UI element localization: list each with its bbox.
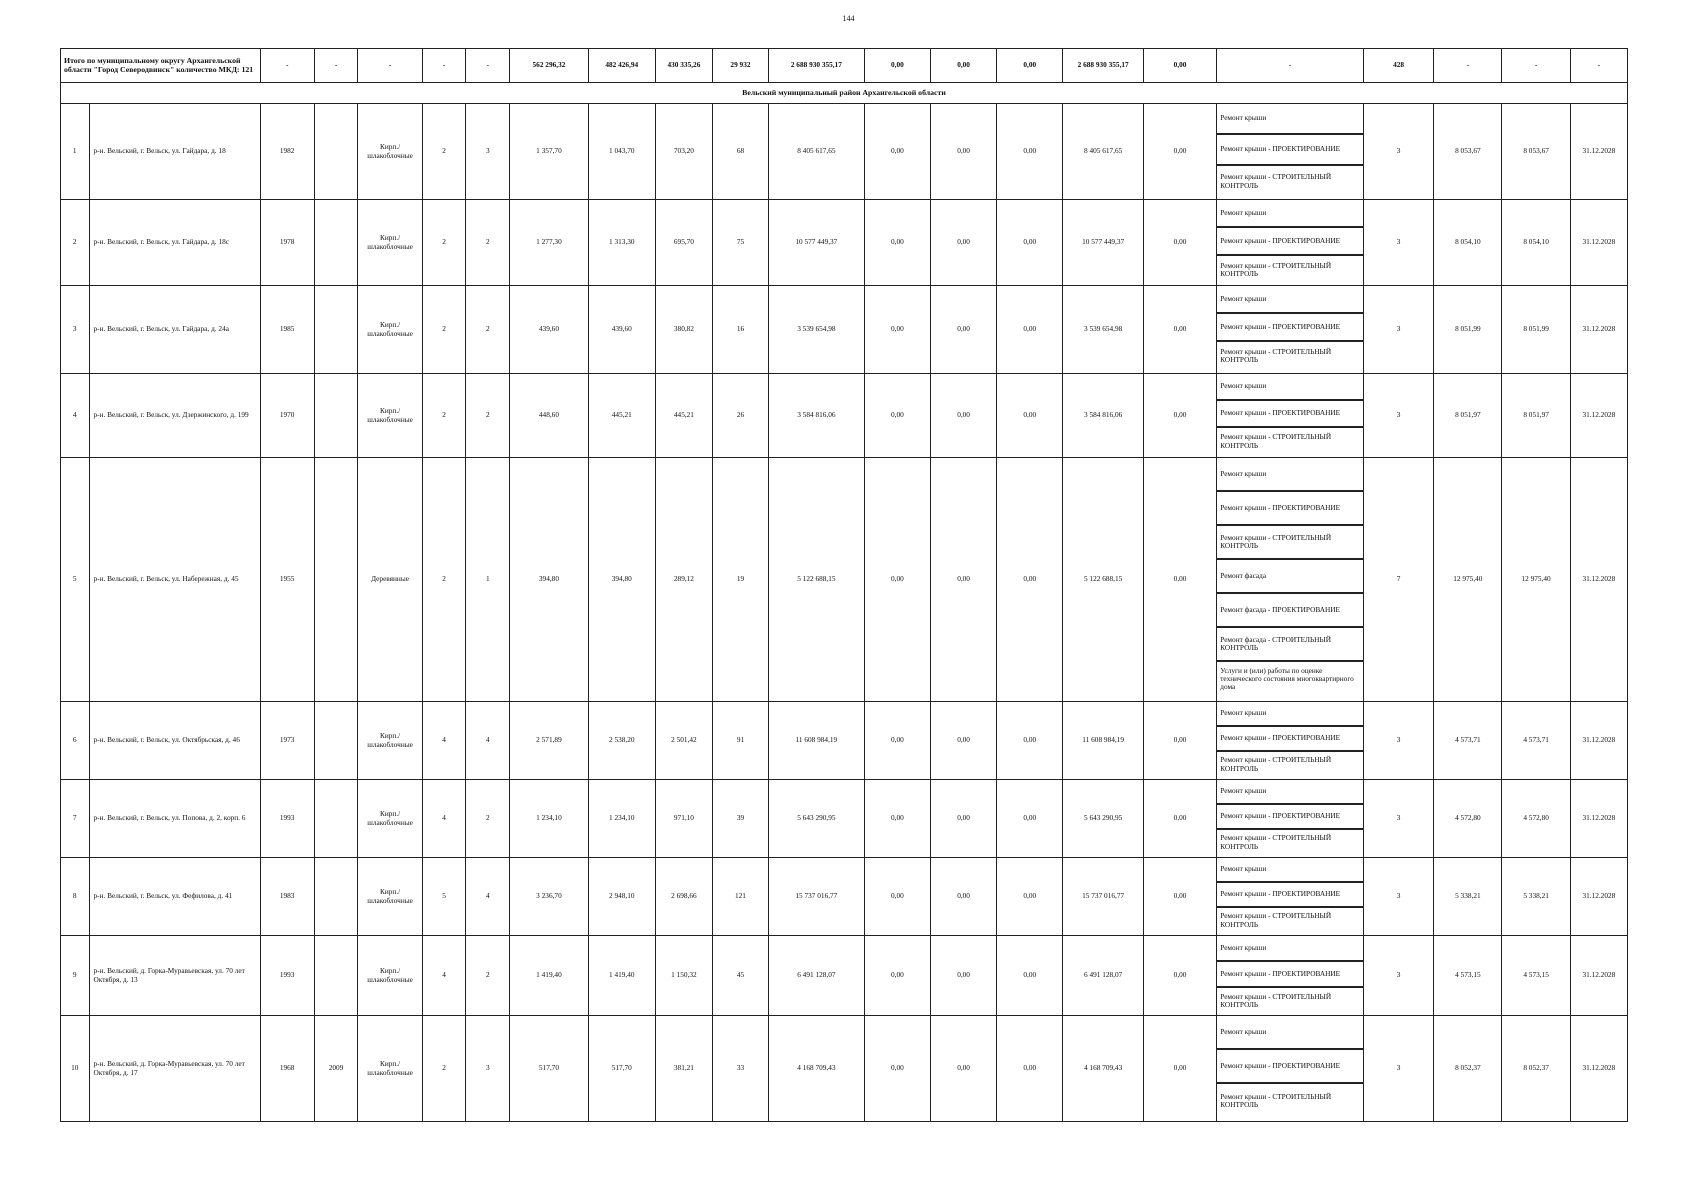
work-item: Ремонт крыши - СТРОИТЕЛЬНЫЙ КОНТРОЛЬ — [1220, 172, 1332, 190]
work-item: Ремонт крыши - ПРОЕКТИРОВАНИЕ — [1217, 1050, 1363, 1084]
work-item: Ремонт крыши — [1217, 286, 1363, 314]
total-cell: - — [1570, 49, 1627, 83]
work-item: Ремонт крыши - ПРОЕКТИРОВАНИЕ — [1217, 492, 1363, 526]
entrances: 2 — [466, 200, 510, 286]
living-area: 439,60 — [588, 286, 655, 374]
work-item: Ремонт крыши — [1217, 200, 1363, 228]
table-row — [61, 1016, 1628, 1122]
fund-federal: 0,00 — [864, 780, 930, 858]
fund-municipal: 0,00 — [997, 702, 1063, 780]
residents: 26 — [712, 374, 768, 458]
living-area: 2 538,20 — [588, 702, 655, 780]
residents: 16 — [712, 286, 768, 374]
work-item: Ремонт крыши - СТРОИТЕЛЬНЫЙ КОНТРОЛЬ — [1220, 1091, 1332, 1109]
residents: 91 — [712, 702, 768, 780]
address: р-н. Вельский, г. Вельск, ул. Гайдара, д. 18с — [89, 200, 260, 286]
fund-owners: 5 643 290,95 — [1063, 780, 1143, 858]
total-area: 2 571,89 — [510, 702, 588, 780]
max-unit-cost: 4 573,71 — [1502, 702, 1570, 780]
year-reconstruction — [314, 858, 358, 936]
work-item: Ремонт крыши - ПРОЕКТИРОВАНИЕ — [1217, 228, 1363, 256]
work-item: Ремонт крыши - ПРОЕКТИРОВАНИЕ — [1217, 962, 1363, 988]
table-row — [61, 936, 1628, 1016]
row-number: 3 — [61, 286, 90, 374]
work-item: Ремонт крыши - СТРОИТЕЛЬНЫЙ КОНТРОЛЬ — [1217, 526, 1363, 560]
living-area: 1 313,30 — [588, 200, 655, 286]
entrances: 2 — [466, 780, 510, 858]
total-cell: - — [358, 49, 422, 83]
entrances: 3 — [466, 104, 510, 200]
year-reconstruction: 2009 — [314, 1016, 358, 1122]
address: р-н. Вельский, г. Вельск, ул. Попова, д. 2, корп. 6 — [89, 780, 260, 858]
completion-date: 31.12.2028 — [1570, 200, 1627, 286]
works-count: 3 — [1363, 1016, 1433, 1122]
year-reconstruction — [314, 286, 358, 374]
total-cell: - — [1502, 49, 1570, 83]
total-cell: 430 335,26 — [655, 49, 712, 83]
entrances: 2 — [466, 936, 510, 1016]
entrances: 2 — [466, 286, 510, 374]
completion-date: 31.12.2028 — [1570, 458, 1627, 702]
fund-federal: 0,00 — [864, 200, 930, 286]
address: р-н. Вельский, д. Горка-Муравьевская, ул. 70 лет Октября, д. 13 — [89, 936, 260, 1016]
year-built: 1970 — [260, 374, 314, 458]
section-row — [61, 83, 1628, 104]
living-area: 517,70 — [588, 1016, 655, 1122]
work-item: Ремонт крыши - СТРОИТЕЛЬНЫЙ КОНТРОЛЬ — [1220, 833, 1332, 851]
year-built: 1993 — [260, 936, 314, 1016]
total-label: Итого по муниципальному округу Архангельской области "Город Северодвинск" количество МКД: 121 — [61, 49, 261, 83]
residential-area: 2 501,42 — [655, 702, 712, 780]
fund-other: 0,00 — [1143, 104, 1216, 200]
floors: 4 — [422, 780, 466, 858]
total-cell: - — [422, 49, 466, 83]
total-cost: 11 608 984,19 — [768, 702, 864, 780]
fund-federal: 0,00 — [864, 1016, 930, 1122]
year-reconstruction — [314, 936, 358, 1016]
floors: 5 — [422, 858, 466, 936]
wall-material: Кирп./ шлакоблочные — [358, 702, 422, 780]
living-area: 394,80 — [588, 458, 655, 702]
works-count: 3 — [1363, 200, 1433, 286]
fund-other: 0,00 — [1143, 858, 1216, 936]
fund-regional: 0,00 — [930, 374, 996, 458]
work-item: Ремонт крыши - СТРОИТЕЛЬНЫЙ КОНТРОЛЬ — [1220, 346, 1332, 364]
total-area: 448,60 — [510, 374, 588, 458]
works-list — [1217, 936, 1364, 1016]
wall-material: Кирп./ шлакоблочные — [358, 200, 422, 286]
total-area: 1 357,70 — [510, 104, 588, 200]
year-reconstruction — [314, 458, 358, 702]
unit-cost: 8 051,97 — [1434, 374, 1502, 458]
fund-federal: 0,00 — [864, 702, 930, 780]
unit-cost: 5 338,21 — [1434, 858, 1502, 936]
fund-owners: 10 577 449,37 — [1063, 200, 1143, 286]
unit-cost: 8 052,37 — [1434, 1016, 1502, 1122]
residents: 19 — [712, 458, 768, 702]
wall-material: Кирп./ шлакоблочные — [358, 1016, 422, 1122]
total-cell: - — [260, 49, 314, 83]
total-cell: 2 688 930 355,17 — [1063, 49, 1143, 83]
residential-area: 695,70 — [655, 200, 712, 286]
works-count: 3 — [1363, 936, 1433, 1016]
works-list — [1217, 458, 1364, 702]
fund-federal: 0,00 — [864, 374, 930, 458]
completion-date: 31.12.2028 — [1570, 780, 1627, 858]
living-area: 1 043,70 — [588, 104, 655, 200]
year-built: 1982 — [260, 104, 314, 200]
fund-federal: 0,00 — [864, 458, 930, 702]
fund-municipal: 0,00 — [997, 458, 1063, 702]
unit-cost: 8 053,67 — [1434, 104, 1502, 200]
work-item: Ремонт крыши — [1217, 858, 1363, 883]
completion-date: 31.12.2028 — [1570, 286, 1627, 374]
fund-owners: 3 539 654,98 — [1063, 286, 1143, 374]
residents: 75 — [712, 200, 768, 286]
fund-municipal: 0,00 — [997, 200, 1063, 286]
page-number: 144 — [842, 14, 855, 23]
entrances: 3 — [466, 1016, 510, 1122]
works-list — [1217, 104, 1364, 200]
work-item: Ремонт крыши — [1217, 104, 1363, 135]
works-count: 3 — [1363, 702, 1433, 780]
fund-owners: 6 491 128,07 — [1063, 936, 1143, 1016]
living-area: 2 948,10 — [588, 858, 655, 936]
unit-cost: 12 975,40 — [1434, 458, 1502, 702]
total-row — [61, 49, 1628, 83]
work-item: Ремонт крыши - ПРОЕКТИРОВАНИЕ — [1217, 401, 1363, 428]
year-reconstruction — [314, 200, 358, 286]
row-number: 9 — [61, 936, 90, 1016]
completion-date: 31.12.2028 — [1570, 374, 1627, 458]
fund-municipal: 0,00 — [997, 286, 1063, 374]
floors: 2 — [422, 374, 466, 458]
table-row — [61, 780, 1628, 858]
work-item: Ремонт фасада - ПРОЕКТИРОВАНИЕ — [1217, 594, 1363, 628]
total-cost: 4 168 709,43 — [768, 1016, 864, 1122]
fund-federal: 0,00 — [864, 104, 930, 200]
table-row — [61, 104, 1628, 200]
wall-material: Кирп./ шлакоблочные — [358, 374, 422, 458]
floors: 4 — [422, 936, 466, 1016]
works-count: 3 — [1363, 858, 1433, 936]
unit-cost: 4 573,15 — [1434, 936, 1502, 1016]
total-cell: 0,00 — [997, 49, 1063, 83]
fund-owners: 11 608 984,19 — [1063, 702, 1143, 780]
fund-regional: 0,00 — [930, 780, 996, 858]
row-number: 6 — [61, 702, 90, 780]
work-item: Ремонт крыши - ПРОЕКТИРОВАНИЕ — [1217, 805, 1363, 830]
fund-owners: 5 122 688,15 — [1063, 458, 1143, 702]
year-built: 1973 — [260, 702, 314, 780]
max-unit-cost: 12 975,40 — [1502, 458, 1570, 702]
total-cost: 3 539 654,98 — [768, 286, 864, 374]
fund-municipal: 0,00 — [997, 1016, 1063, 1122]
fund-federal: 0,00 — [864, 858, 930, 936]
total-cell: 0,00 — [930, 49, 996, 83]
completion-date: 31.12.2028 — [1570, 1016, 1627, 1122]
row-number: 5 — [61, 458, 90, 702]
total-area: 394,80 — [510, 458, 588, 702]
work-item: Ремонт крыши - СТРОИТЕЛЬНЫЙ КОНТРОЛЬ — [1220, 432, 1332, 450]
total-cell: 2 688 930 355,17 — [768, 49, 864, 83]
unit-cost: 8 054,10 — [1434, 200, 1502, 286]
address: р-н. Вельский, д. Горка-Муравьевская, ул. 70 лет Октября, д. 17 — [89, 1016, 260, 1122]
residential-area: 1 150,32 — [655, 936, 712, 1016]
row-number: 1 — [61, 104, 90, 200]
row-number: 7 — [61, 780, 90, 858]
max-unit-cost: 8 051,97 — [1502, 374, 1570, 458]
fund-regional: 0,00 — [930, 458, 996, 702]
fund-regional: 0,00 — [930, 286, 996, 374]
capital-repair-table — [60, 48, 1628, 1122]
max-unit-cost: 5 338,21 — [1502, 858, 1570, 936]
total-cost: 5 122 688,15 — [768, 458, 864, 702]
total-cell: - — [1434, 49, 1502, 83]
total-cost: 15 737 016,77 — [768, 858, 864, 936]
fund-other: 0,00 — [1143, 374, 1216, 458]
max-unit-cost: 4 573,15 — [1502, 936, 1570, 1016]
fund-regional: 0,00 — [930, 858, 996, 936]
works-count: 3 — [1363, 286, 1433, 374]
entrances: 2 — [466, 374, 510, 458]
year-built: 1978 — [260, 200, 314, 286]
floors: 4 — [422, 702, 466, 780]
fund-owners: 3 584 816,06 — [1063, 374, 1143, 458]
work-item: Ремонт крыши — [1217, 1016, 1363, 1050]
wall-material: Кирп./ шлакоблочные — [358, 104, 422, 200]
residential-area: 971,10 — [655, 780, 712, 858]
year-built: 1968 — [260, 1016, 314, 1122]
address: р-н. Вельский, г. Вельск, ул. Фефилова, д. 41 — [89, 858, 260, 936]
living-area: 445,21 — [588, 374, 655, 458]
year-reconstruction — [314, 104, 358, 200]
fund-regional: 0,00 — [930, 1016, 996, 1122]
section-title: Вельский муниципальный район Архангельской области — [61, 83, 1628, 104]
total-area: 517,70 — [510, 1016, 588, 1122]
total-area: 1 277,30 — [510, 200, 588, 286]
fund-other: 0,00 — [1143, 1016, 1216, 1122]
fund-owners: 8 405 617,65 — [1063, 104, 1143, 200]
address: р-н. Вельский, г. Вельск, ул. Набережная, д. 45 — [89, 458, 260, 702]
works-list — [1217, 374, 1364, 458]
residential-area: 381,21 — [655, 1016, 712, 1122]
total-cell: 562 296,32 — [510, 49, 588, 83]
fund-regional: 0,00 — [930, 200, 996, 286]
fund-federal: 0,00 — [864, 286, 930, 374]
address: р-н. Вельский, г. Вельск, ул. Дзержинского, д. 199 — [89, 374, 260, 458]
fund-owners: 4 168 709,43 — [1063, 1016, 1143, 1122]
residential-area: 2 698,66 — [655, 858, 712, 936]
total-area: 1 419,40 — [510, 936, 588, 1016]
work-item: Ремонт крыши - ПРОЕКТИРОВАНИЕ — [1217, 135, 1363, 166]
total-cost: 8 405 617,65 — [768, 104, 864, 200]
residents: 45 — [712, 936, 768, 1016]
year-reconstruction — [314, 702, 358, 780]
works-count: 3 — [1363, 104, 1433, 200]
total-cell: - — [466, 49, 510, 83]
total-area: 1 234,10 — [510, 780, 588, 858]
max-unit-cost: 4 572,80 — [1502, 780, 1570, 858]
fund-municipal: 0,00 — [997, 780, 1063, 858]
address: р-н. Вельский, г. Вельск, ул. Гайдара, д. 18 — [89, 104, 260, 200]
works-count: 3 — [1363, 780, 1433, 858]
floors: 2 — [422, 286, 466, 374]
wall-material: Кирп./ шлакоблочные — [358, 780, 422, 858]
wall-material: Деревянные — [358, 458, 422, 702]
living-area: 1 419,40 — [588, 936, 655, 1016]
works-list — [1217, 200, 1364, 286]
work-item: Ремонт крыши - ПРОЕКТИРОВАНИЕ — [1217, 314, 1363, 342]
works-list — [1217, 286, 1364, 374]
work-item: Ремонт крыши — [1217, 458, 1363, 492]
table-row — [61, 374, 1628, 458]
completion-date: 31.12.2028 — [1570, 858, 1627, 936]
row-number: 4 — [61, 374, 90, 458]
max-unit-cost: 8 053,67 — [1502, 104, 1570, 200]
work-item: Ремонт крыши - СТРОИТЕЛЬНЫЙ КОНТРОЛЬ — [1220, 991, 1332, 1009]
unit-cost: 4 573,71 — [1434, 702, 1502, 780]
year-built: 1985 — [260, 286, 314, 374]
fund-municipal: 0,00 — [997, 858, 1063, 936]
table-row — [61, 458, 1628, 702]
works-list — [1217, 1016, 1364, 1122]
work-item: Ремонт крыши - СТРОИТЕЛЬНЫЙ КОНТРОЛЬ — [1220, 755, 1332, 773]
fund-other: 0,00 — [1143, 702, 1216, 780]
entrances: 4 — [466, 858, 510, 936]
completion-date: 31.12.2028 — [1570, 104, 1627, 200]
works-count: 7 — [1363, 458, 1433, 702]
work-item: Ремонт крыши - ПРОЕКТИРОВАНИЕ — [1217, 883, 1363, 908]
floors: 2 — [422, 104, 466, 200]
total-cost: 10 577 449,37 — [768, 200, 864, 286]
wall-material: Кирп./ шлакоблочные — [358, 286, 422, 374]
year-built: 1983 — [260, 858, 314, 936]
fund-regional: 0,00 — [930, 936, 996, 1016]
table-row — [61, 702, 1628, 780]
row-number: 2 — [61, 200, 90, 286]
total-cell: 0,00 — [864, 49, 930, 83]
total-area: 3 236,70 — [510, 858, 588, 936]
address: р-н. Вельский, г. Вельск, ул. Октябрьская, д. 46 — [89, 702, 260, 780]
fund-other: 0,00 — [1143, 458, 1216, 702]
year-built: 1993 — [260, 780, 314, 858]
total-cell: 0,00 — [1143, 49, 1216, 83]
unit-cost: 8 051,99 — [1434, 286, 1502, 374]
works-list — [1217, 702, 1364, 780]
works-list — [1217, 780, 1364, 858]
year-reconstruction — [314, 374, 358, 458]
fund-other: 0,00 — [1143, 286, 1216, 374]
entrances: 4 — [466, 702, 510, 780]
total-cost: 6 491 128,07 — [768, 936, 864, 1016]
residential-area: 380,82 — [655, 286, 712, 374]
living-area: 1 234,10 — [588, 780, 655, 858]
entrances: 1 — [466, 458, 510, 702]
fund-other: 0,00 — [1143, 936, 1216, 1016]
fund-federal: 0,00 — [864, 936, 930, 1016]
residents: 121 — [712, 858, 768, 936]
work-item: Ремонт крыши — [1217, 936, 1363, 962]
residential-area: 289,12 — [655, 458, 712, 702]
work-item: Ремонт фасада — [1217, 560, 1363, 594]
total-cost: 3 584 816,06 — [768, 374, 864, 458]
residents: 33 — [712, 1016, 768, 1122]
year-reconstruction — [314, 780, 358, 858]
floors: 2 — [422, 1016, 466, 1122]
work-item: Ремонт крыши - ПРОЕКТИРОВАНИЕ — [1217, 727, 1363, 752]
total-cell: - — [1217, 49, 1364, 83]
year-built: 1955 — [260, 458, 314, 702]
residential-area: 703,20 — [655, 104, 712, 200]
fund-municipal: 0,00 — [997, 936, 1063, 1016]
fund-municipal: 0,00 — [997, 374, 1063, 458]
max-unit-cost: 8 052,37 — [1502, 1016, 1570, 1122]
fund-regional: 0,00 — [930, 702, 996, 780]
residents: 68 — [712, 104, 768, 200]
fund-owners: 15 737 016,77 — [1063, 858, 1143, 936]
address: р-н. Вельский, г. Вельск, ул. Гайдара, д. 24а — [89, 286, 260, 374]
total-area: 439,60 — [510, 286, 588, 374]
floors: 2 — [422, 200, 466, 286]
residents: 39 — [712, 780, 768, 858]
work-item: Ремонт крыши - СТРОИТЕЛЬНЫЙ КОНТРОЛЬ — [1220, 260, 1332, 278]
fund-other: 0,00 — [1143, 780, 1216, 858]
table-row — [61, 858, 1628, 936]
wall-material: Кирп./ шлакоблочные — [358, 858, 422, 936]
table-row — [61, 286, 1628, 374]
works-list — [1217, 858, 1364, 936]
total-cell: 428 — [1363, 49, 1433, 83]
work-item: Услуги и (или) работы по оценке технического состояния многоквартирного дома — [1220, 665, 1354, 691]
total-cell: - — [314, 49, 358, 83]
work-item: Ремонт крыши — [1217, 702, 1363, 727]
fund-municipal: 0,00 — [997, 104, 1063, 200]
total-cell: 482 426,94 — [588, 49, 655, 83]
work-item: Ремонт крыши - СТРОИТЕЛЬНЫЙ КОНТРОЛЬ — [1220, 911, 1332, 929]
fund-regional: 0,00 — [930, 104, 996, 200]
floors: 2 — [422, 458, 466, 702]
residential-area: 445,21 — [655, 374, 712, 458]
works-count: 3 — [1363, 374, 1433, 458]
max-unit-cost: 8 051,99 — [1502, 286, 1570, 374]
row-number: 8 — [61, 858, 90, 936]
wall-material: Кирп./ шлакоблочные — [358, 936, 422, 1016]
work-item: Ремонт крыши — [1217, 374, 1363, 401]
max-unit-cost: 8 054,10 — [1502, 200, 1570, 286]
total-cost: 5 643 290,95 — [768, 780, 864, 858]
row-number: 10 — [61, 1016, 90, 1122]
completion-date: 31.12.2028 — [1570, 702, 1627, 780]
unit-cost: 4 572,80 — [1434, 780, 1502, 858]
completion-date: 31.12.2028 — [1570, 936, 1627, 1016]
work-item: Ремонт фасада - СТРОИТЕЛЬНЫЙ КОНТРОЛЬ — [1217, 628, 1363, 662]
work-item: Ремонт крыши — [1217, 780, 1363, 805]
table-row — [61, 200, 1628, 286]
total-cell: 29 932 — [712, 49, 768, 83]
fund-other: 0,00 — [1143, 200, 1216, 286]
